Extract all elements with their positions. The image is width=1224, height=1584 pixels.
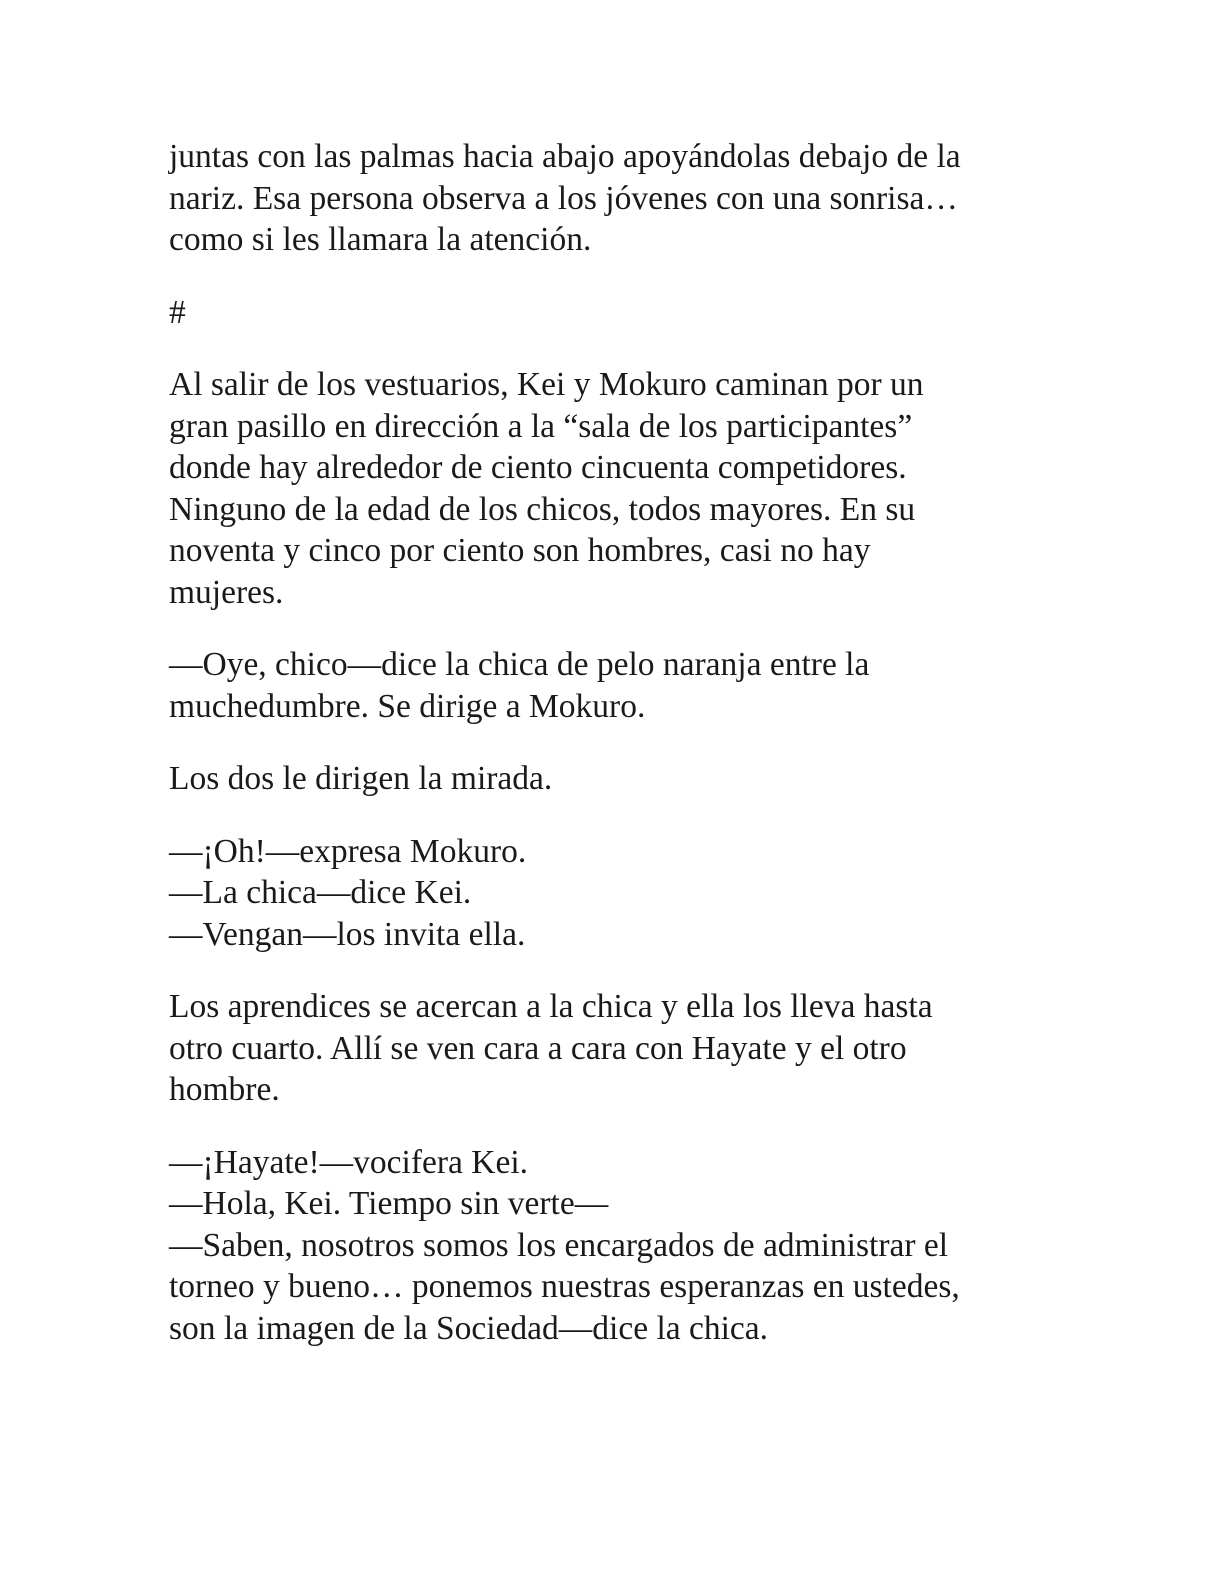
text-line: donde hay alrededor de ciento cincuenta competidores.	[169, 449, 907, 486]
text-line: —La chica—dice Kei.	[169, 874, 472, 911]
scene-break	[169, 292, 1049, 334]
text-line: son la imagen de la Sociedad—dice la chica.	[169, 1309, 769, 1347]
text-line: —Saben, nosotros somos los encargados de administrar el	[169, 1226, 949, 1264]
text-line: noventa y cinco por ciento son hombres, casi no hay	[169, 532, 871, 569]
text-line: muchedumbre. Se dirige a Mokuro.	[169, 687, 646, 725]
text-line: nariz. Esa persona observa a los jóvenes con una sonrisa…	[169, 179, 958, 217]
paragraph-narration	[169, 364, 1049, 613]
text-line: —Vengan—los invita ella.	[169, 915, 526, 953]
text-line: Al salir de los vestuarios, Kei y Mokuro caminan por un	[169, 366, 924, 403]
text-line: —¡Hayate!—vocifera Kei.	[169, 1143, 529, 1181]
text-line: juntas con las palmas hacia abajo apoyándolas debajo de la	[169, 138, 961, 175]
text-line: Los aprendices se acercan a la chica y ella los lleva hasta	[169, 988, 933, 1025]
paragraph-narration	[169, 758, 1049, 800]
text-line: otro cuarto. Allí se ven cara a cara con Hayate y el otro	[169, 1029, 907, 1067]
document-page	[169, 136, 1049, 1380]
text-line: hombre.	[169, 1071, 280, 1108]
text-line: —Oye, chico—dice la chica de pelo naranja entre la	[169, 646, 870, 683]
text-line: mujeres.	[169, 573, 284, 611]
text-line: —¡Oh!—expresa Mokuro.	[169, 832, 527, 870]
text-line: Los dos le dirigen la mirada.	[169, 760, 553, 797]
text-line: gran pasillo en dirección a la “sala de los participantes”	[169, 407, 913, 445]
paragraph-dialogue	[169, 831, 1049, 956]
paragraph-narration	[169, 986, 1049, 1111]
text-line: como si les llamara la atención.	[169, 221, 592, 258]
paragraph-dialogue	[169, 1142, 1049, 1350]
paragraph-dialogue	[169, 644, 1049, 727]
paragraph-intro	[169, 136, 1049, 261]
scene-break-marker: #	[169, 293, 186, 331]
text-line: torneo y bueno… ponemos nuestras esperanzas en ustedes,	[169, 1268, 960, 1305]
text-line: —Hola, Kei. Tiempo sin verte—	[169, 1185, 609, 1222]
text-line: Ninguno de la edad de los chicos, todos mayores. En su	[169, 490, 916, 528]
